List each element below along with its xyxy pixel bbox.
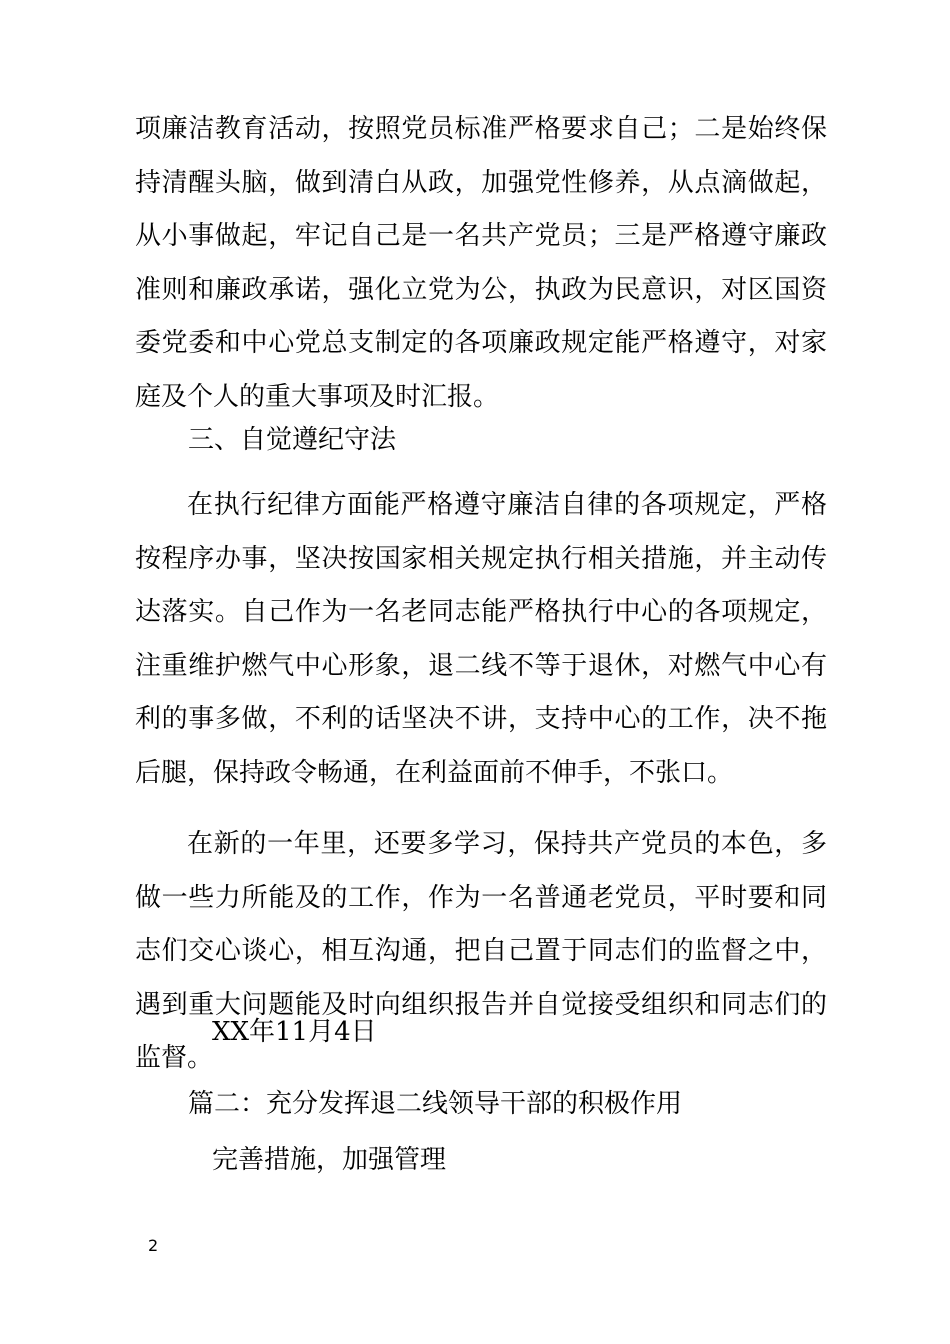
paragraph-integrity-education: 项廉洁教育活动，按照党员标准严格要求自己；二是始终保持清醒头脑，做到清白从政，加强党性修养，从点滴做起，从小事做起，牢记自己是一名共产党员；三是严格遵守廉政准则和廉政承诺，强化立党为公，执政为民意识，对区国资委党委和中心党总支制定的各项廉政规定能严格遵守，对家庭及个人的重大事项及时汇报。 [135,114,827,412]
paragraph-discipline: 在执行纪律方面能严格遵守廉洁自律的各项规定，严格按程序办事，坚决按国家相关规定执行相关措施，并主动传达落实。自己作为一名老同志能严格执行中心的各项规定，注重维护燃气中心形象，退二线不等于退休，对燃气中心有利的事多做，不利的话坚决不讲，支持中心的工作，决不拖后腿，保持政令畅通，在利益面前不伸手，不张口。 [135,490,827,788]
piece-two-subtitle: 完善措施，加强管理 [212,1145,447,1175]
section-heading-discipline: 三、自觉遵纪守法 [188,425,397,455]
paragraph-new-year: 在新的一年里，还要多学习，保持共产党员的本色，多做一些力所能及的工作，作为一名普通老党员，平时要和同志们交心谈心，相互沟通，把自己置于同志们的监督之中，遇到重大问题能及时向组织报告并自觉接受组织和同志们的监督。 [135,829,827,1073]
page-number: 2 [148,1236,159,1255]
date-line: XX年11月4日 [212,1017,377,1047]
piece-two-title: 篇二：充分发挥退二线领导干部的积极作用 [188,1089,683,1119]
